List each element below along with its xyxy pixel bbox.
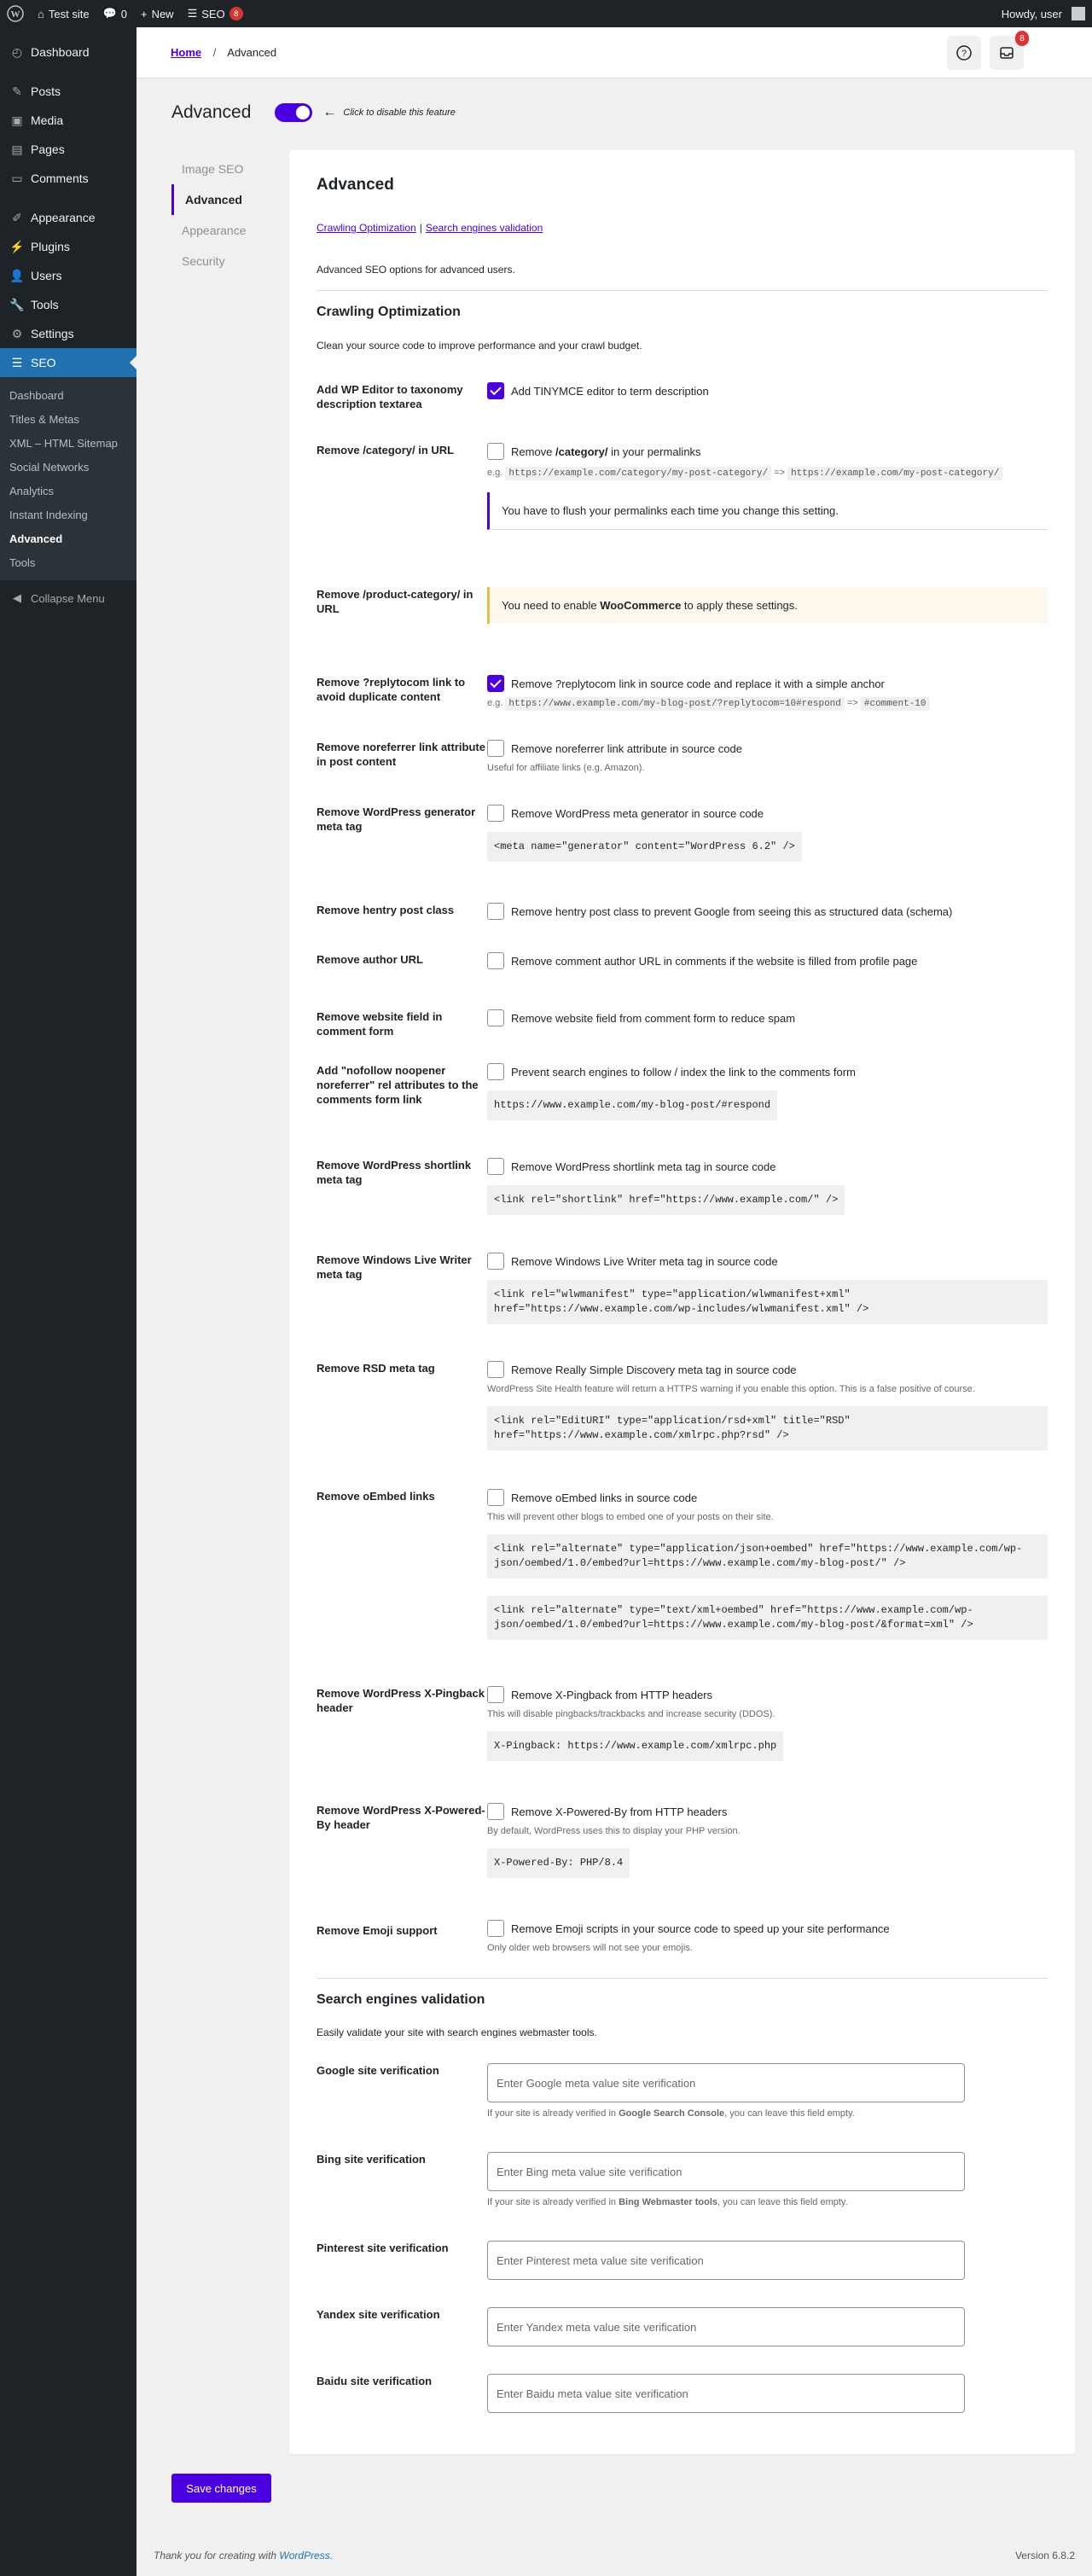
comment-icon: ▭ [11,171,23,185]
settings-icon: ⚙ [11,326,23,340]
sidebar-item-posts[interactable]: ✎ Posts [0,77,136,106]
noreferrer-checkbox[interactable]: Remove noreferrer link attribute in source code [487,740,1048,757]
woocommerce-warning-notice: You need to enable WooCommerce to apply these settings. [487,587,1048,624]
wlw-checkbox[interactable]: Remove Windows Live Writer meta tag in source code [487,1253,1048,1270]
sidebar-item-media[interactable]: ▣ Media [0,106,136,135]
wordpress-link[interactable]: WordPress [279,2550,330,2561]
home-icon: ⌂ [38,7,44,20]
submenu-tools[interactable]: Tools [9,555,36,569]
collapse-menu-button[interactable]: ◀ Collapse Menu [0,584,136,613]
oembed-json-code-sample: <link rel="alternate" type="application/json+oembed" href="https://www.example.com/wp-json/oembed/1.0/embed?url=https://www.example.com/my-blog-post/" /> [487,1534,1048,1579]
tab-image-seo[interactable]: Image SEO [182,162,244,176]
inbox-icon [998,44,1015,61]
crawling-section-title: Crawling Optimization [317,305,461,319]
breadcrumb-current: Advanced [227,46,277,59]
breadcrumb-home-link[interactable]: Home [171,46,202,59]
settings-tabs [171,154,291,276]
seo-notification-badge: 8 [229,7,243,20]
new-content-link[interactable]: + New [140,7,174,20]
help-icon [956,44,973,61]
rsd-checkbox[interactable]: Remove Really Simple Discovery meta tag in source code [487,1361,1048,1378]
yandex-verification-input[interactable] [487,2307,965,2346]
crawling-section-description: Clean your source code to improve performance and your crawl budget. [317,340,642,352]
hentry-checkbox[interactable]: Remove hentry post class to prevent Google from seeing this as structured data (schema) [487,903,1048,920]
comment-bubble-icon: 💬 [102,7,117,20]
notifications-badge: 8 [1015,31,1029,46]
sidebar-item-users[interactable]: 👤 Users [9,268,62,282]
notifications-button[interactable] [990,33,1025,70]
plus-icon: + [140,7,148,20]
seo-adminbar-link[interactable]: ☰ SEO 8 [181,0,250,27]
wrench-icon: 🔧 [9,297,25,311]
pingback-code-sample: X-Pingback: https://www.example.com/xmlrpc.php [487,1731,783,1761]
plugin-icon: ⚡ [9,239,25,253]
website-field-checkbox[interactable]: Remove website field from comment form to reduce spam [487,1009,1048,1026]
tab-security[interactable]: Security [182,254,225,268]
settings-card: Advanced Crawling Optimization | Search engines validation Advanced SEO options for advanced users. Crawling Optimization Clean your source code to improve performance and your crawl budget. Add WP Editor to taxonomy description textarea Add TINYMCE editor to term description Remove /category/ in URL Remove /category/ in your permalinks e.g. https://example.com/category/my-post-category/ => https://example.com/my-post-category/ You have to flush your permalinks each time you change this setting. Remove /product-category/ in URL You need to enable WooCommerce to apply these settings. Remove ?replytocom link to avoid duplicate content Remove ?replytocom link in source code and replace it with a simple anchor e.g. https://www.example.com/my-blog-post/?replytocom=10#respond => #comment-10 Remove noreferrer link attribute in post content Remove noreferrer link attribute in source code Useful for affiliate links (e.g. Amazon). Remove WordPress generator meta tag Remove WordPress meta generator in source code <meta name="generator" content="WordPress 6.2" /> Remove hentry post class Remove hentry post class to prevent Google from seeing this as structured data (schema) Remove author URL Remove comment author URL in comments if the website is filled from profile page Remove website field in comment form Remove website field from comment form to reduce spam Add "nofollow noopener noreferrer" rel attributes to the comments form link Prevent search engines to follow / index the link to the comments form https://www.example.com/my-blog-post/#respond Remove WordPress shortlink meta tag Remove WordPress shortlink meta tag in source code <link rel="shortlink" href="https://www.example.com/" /> Remove Windows Live Writer meta tag Remove Windows Live Writer meta tag in source code <link rel="wlwmanifest" type="application/wlwmanifest+xml" href="https://www.example.com/wp-includes/wlwmanifest.xml" /> Remove RSD meta tag Remove Really Simple Discovery meta tag in source code WordPress Site Health feature will return a HTTPS warning if you enable this option. This is a false positive of course. <link rel="EditURI" type="application/rsd+xml" title="RSD" href="https://www.example.com/xmlrpc.php?rsd" /> Remove oEmbed links Remove oEmbed links in source code This will prevent other blogs to embed one of your posts on their site. <link rel="alternate" type="application/json+oembed" href="https://www.example.com/wp-json/oembed/1.0/embed?url=https://www.example.com/my-blog-post/" /> <link rel="alternate" type="text/xml+oembed" href="https://www.example.com/wp-json/oembed/1.0/embed?url=https://www.example.com/my-blog-post/&format=xml" /> Remove WordPress X-Pingback header Remove X-Pingback from HTTP headers This will disable pingbacks/trackbacks and increase security (DDOS). X-Pingback: https://www.example.com/xmlrpc.php Remove WordPress X-Powered-By header Remove X-Powered-By from HTTP headers By default, WordPress uses this to display your PHP version. X-Powered-By: PHP/8.4 Remove Emoji support Remove Emoji scripts in your source code to speed up your site performance Only older web browsers will not see your emojis. Search engines validation Easily validate your site with search engines webmaster tools. Google site verification Enter Google meta value site verification If your site is already verified in Google Search Console, you can leave this field empty. Bing site verification Enter Bing meta value site verification If your site is already verified in Bing Webmaster tools, you can leave this field empty. Pinterest site verification Enter Pinterest meta value site verification Yandex site verification Enter Yandex meta value site verification Baidu site verification Enter Baidu meta value site verification [289,150,1075,2454]
taxonomy-editor-checkbox[interactable]: Add TINYMCE editor to term description [487,382,1048,399]
site-name-link[interactable]: ⌂ Test site [38,7,90,20]
tab-appearance[interactable]: Appearance [182,224,247,237]
search-engines-validation-link[interactable]: Search engines validation [425,222,543,234]
generator-checkbox[interactable]: Remove WordPress meta generator in source code [487,805,1048,822]
generator-code-sample: <meta name="generator" content="WordPress 6.2" /> [487,832,802,862]
feature-toggle[interactable] [275,103,312,122]
shortlink-checkbox[interactable]: Remove WordPress shortlink meta tag in source code [487,1158,1048,1175]
sidebar-item-appearance[interactable]: ✐ Appearance [0,203,136,232]
svg-text:W: W [10,9,20,20]
admin-bar [0,0,1092,27]
shortlink-code-sample: <link rel="shortlink" href="https://www.example.com/" /> [487,1185,845,1215]
toggle-hint: Click to disable this feature [343,108,456,118]
pin-icon: ✎ [12,84,22,98]
author-url-checkbox[interactable]: Remove comment author URL in comments if the website is filled from profile page [487,952,1048,969]
help-button[interactable] [947,36,981,70]
account-menu[interactable]: Howdy, user [995,0,1092,27]
google-verification-input[interactable] [487,2063,965,2102]
submenu-instant-indexing[interactable]: Instant Indexing [9,508,88,521]
rsd-code-sample: <link rel="EditURI" type="application/rsd+xml" title="RSD" href="https://www.example.com/xmlrpc.php?rsd" /> [487,1406,1048,1451]
oembed-xml-code-sample: <link rel="alternate" type="text/xml+oembed" href="https://www.example.com/wp-json/oembed/1.0/embed?url=https://www.example.com/my-blog-post/&format=xml" /> [487,1596,1048,1640]
divider [317,1978,1048,1979]
submenu-dashboard[interactable]: Dashboard [9,388,64,402]
section-anchor-links: Crawling Optimization | Search engines validation [317,222,543,234]
remove-category-checkbox[interactable]: Remove /category/ in your permalinks [487,443,1048,460]
submenu-sitemap[interactable]: XML – HTML Sitemap [9,436,118,450]
wordpress-logo-icon[interactable] [0,0,31,27]
sidebar-item-plugins[interactable]: ⚡ Plugins [9,239,70,253]
svg-text:?: ? [961,49,967,59]
crawling-optimization-link[interactable]: Crawling Optimization [317,222,416,234]
tab-advanced[interactable]: Advanced [171,184,291,215]
save-changes-button[interactable]: Save changes [171,2474,271,2503]
seo-top-bar [136,27,1092,79]
sidebar-item-dashboard[interactable]: ◴ Dashboard [0,38,136,67]
sidebar-item-tools[interactable]: 🔧 Tools [9,297,59,311]
page-icon: ▤ [11,142,23,156]
bing-verification-help: If your site is already verified in Bing Webmaster tools, you can leave this field empty. [487,2197,848,2207]
admin-footer [154,2550,1075,2561]
user-icon: 👤 [9,268,25,282]
sidebar-item-settings[interactable]: ⚙ Settings [0,319,136,348]
media-icon: ▣ [11,113,23,127]
baidu-verification-input[interactable] [487,2374,965,2413]
page-header [171,102,456,123]
validation-section-title: Search engines validation [317,1992,485,2007]
bing-verification-input[interactable] [487,2152,965,2191]
seo-icon: ☰ [11,355,23,369]
avatar [1072,7,1085,20]
seo-icon: ☰ [187,7,198,20]
flush-permalinks-notice: You have to flush your permalinks each time you change this setting. [487,492,1048,530]
page-title: Advanced [171,102,252,122]
pinterest-verification-input[interactable] [487,2241,965,2280]
replytocom-checkbox[interactable]: Remove ?replytocom link in source code and replace it with a simple anchor [487,675,1048,692]
divider [317,290,1048,291]
sidebar-item-comments[interactable]: ▭ Comments [0,164,136,193]
arrow-left-icon: ← [322,105,337,119]
powered-by-checkbox[interactable]: Remove X-Powered-By from HTTP headers [487,1803,1048,1820]
footer-version: Version 6.8.2 [1014,2550,1075,2561]
admin-sidebar [0,27,136,2576]
oembed-checkbox[interactable]: Remove oEmbed links in source code [487,1489,1048,1506]
submenu-advanced[interactable]: Advanced [9,532,63,545]
card-title: Advanced [317,176,394,194]
brush-icon: ✐ [12,210,22,224]
nofollow-code-sample: https://www.example.com/my-blog-post/#respond [487,1090,777,1120]
sidebar-item-pages[interactable]: ▤ Pages [0,135,136,164]
nofollow-checkbox[interactable]: Prevent search engines to follow / index the link to the comments form [487,1063,1048,1080]
replytocom-example: e.g. https://www.example.com/my-blog-post/?replytocom=10#respond => #comment-10 [487,697,1048,711]
breadcrumb: Home / Advanced [171,46,277,59]
dashboard-icon: ◴ [11,44,23,59]
seo-submenu [0,377,136,580]
submenu-titles-metas[interactable]: Titles & Metas [9,412,79,426]
pingback-checkbox[interactable]: Remove X-Pingback from HTTP headers [487,1686,1048,1703]
emoji-checkbox[interactable]: Remove Emoji scripts in your source code to speed up your site performance [487,1920,1048,1937]
collapse-arrow-icon: ◀ [13,591,21,604]
comments-link[interactable]: 💬 0 [102,7,127,20]
google-verification-help: If your site is already verified in Google Search Console, you can leave this field empty. [487,2108,855,2119]
card-description: Advanced SEO options for advanced users. [317,264,515,276]
sidebar-item-seo[interactable]: ☰ SEO [0,348,136,377]
footer-thanks: Thank you for creating with WordPress. [154,2550,334,2561]
powered-by-code-sample: X-Powered-By: PHP/8.4 [487,1848,630,1878]
validation-section-description: Easily validate your site with search engines webmaster tools. [317,2026,597,2038]
wlw-code-sample: <link rel="wlwmanifest" type="application/wlwmanifest+xml" href="https://www.example.com/wp-includes/wlwmanifest.xml" /> [487,1280,1048,1324]
submenu-social-networks[interactable]: Social Networks [9,460,90,474]
submenu-analytics[interactable]: Analytics [9,484,55,497]
category-example: e.g. https://example.com/category/my-post-category/ => https://example.com/my-post-category/ [487,465,1048,482]
